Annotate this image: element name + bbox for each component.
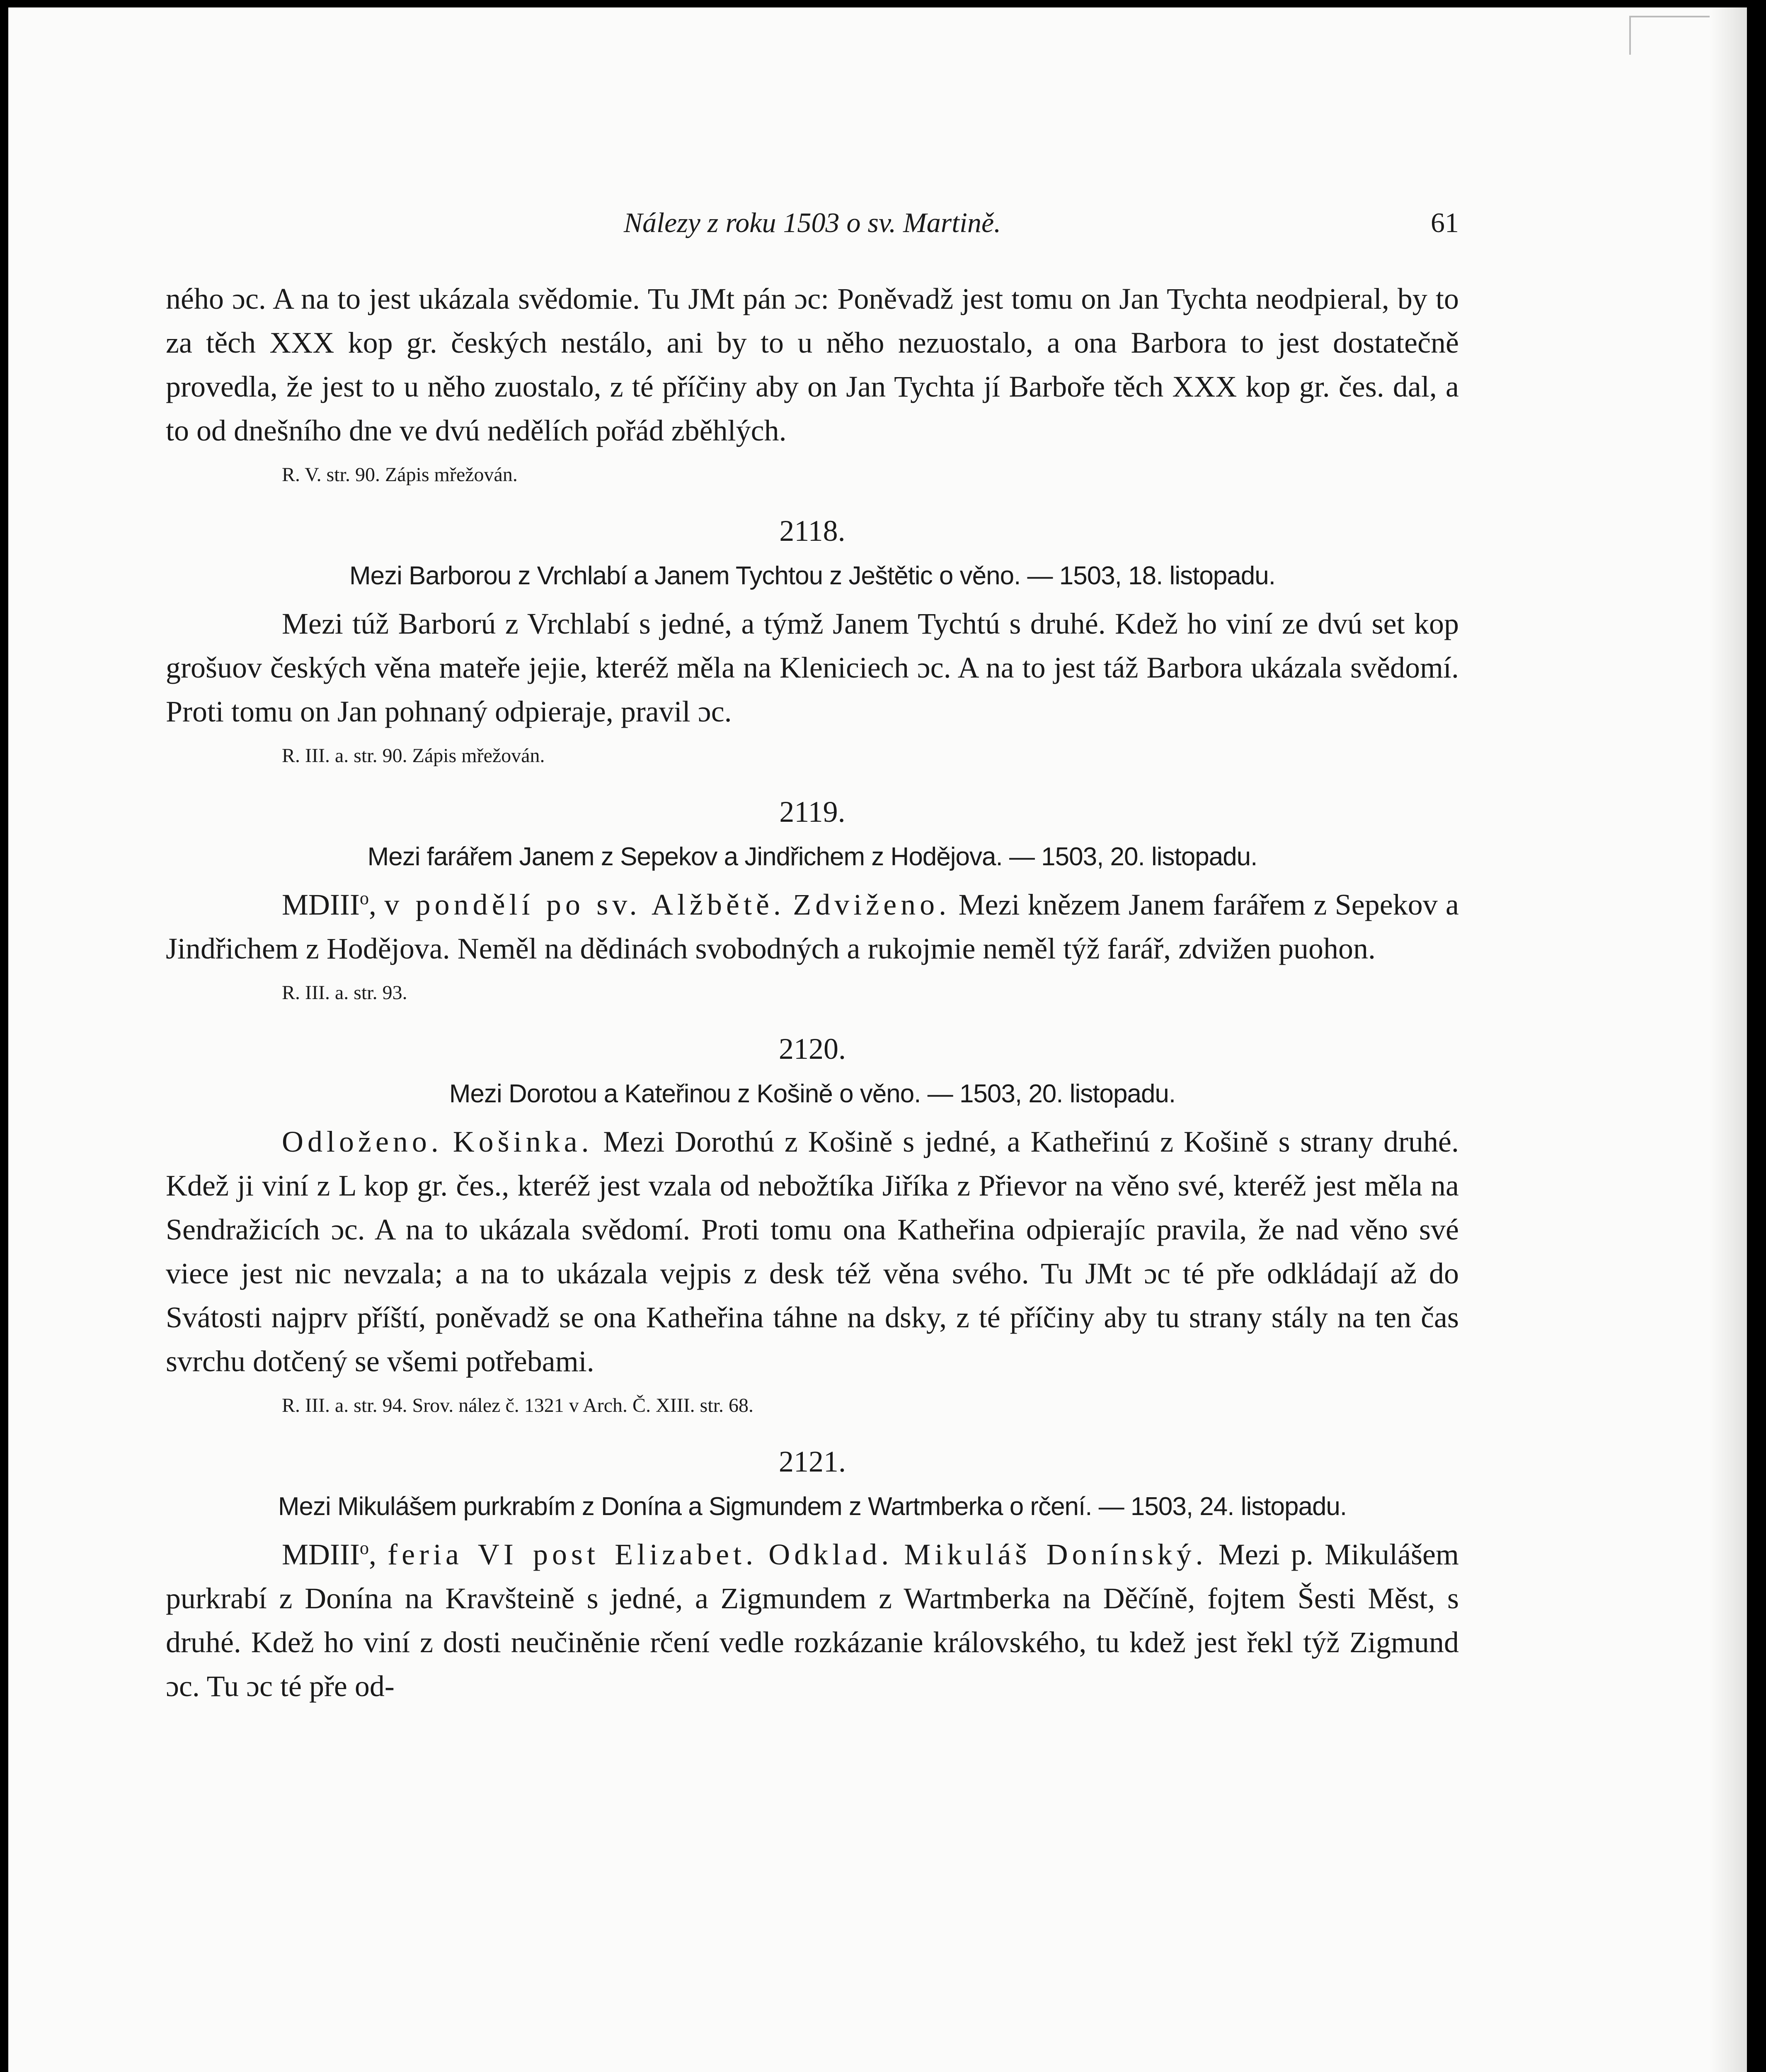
entry-heading-2118: Mezi Barborou z Vrchlabí a Janem Tychtou z Ještětic o věno. — 1503, 18. listopadu. <box>349 562 1275 590</box>
year-superscript: o <box>359 1538 369 1558</box>
entry-number-2119: 2119. <box>779 795 845 828</box>
source-reference-2119: R. III. a. str. 93. <box>282 982 407 1004</box>
text-fragment <box>443 1125 453 1158</box>
year-roman: MDIII <box>282 1538 360 1571</box>
verdict-spaced: Odloženo. <box>282 1125 443 1158</box>
text-fragment: , <box>368 1538 388 1571</box>
entry-heading-2120: Mezi Dorotou a Kateřinou z Košině o věno. — 1503, 20. listopadu. <box>449 1080 1176 1108</box>
name-spaced: Mikuláš Donínský. <box>904 1538 1207 1571</box>
name-spaced: Košinka. <box>453 1125 593 1158</box>
text-fragment: , <box>368 888 385 921</box>
entry-heading-2121: Mezi Mikulášem purkrabím z Donína a Sigmundem z Wartmberka o rčení. — 1503, 24. listopadu. <box>278 1492 1347 1521</box>
entry-body: Mezi p. Mikulášem purkrabí z Donína na Kravšteině s jedné, a Zigmundem z Wartmberka na Děčíně, fojtem Šesti Měst, s druhé. Kdež ho viní z dosti neučiněnie rčení vedle rozkázanie královského, tu kdež jest řekl týž Zigmund ɔc. Tu ɔc té pře od- <box>166 1538 1459 1703</box>
entry-heading-2119: Mezi farářem Janem z Sepekov a Jindřichem z Hodějova. — 1503, 20. listopadu. <box>367 842 1257 871</box>
page-number: 61 <box>1431 207 1459 238</box>
year-roman: MDIII <box>282 888 360 921</box>
paragraph-continued: ného ɔc. A na to jest ukázala svědomie. Tu JMt pán ɔc: Poněvadž jest tomu on Jan Tychta neodpieral, by to za těch XXX kop gr. českých nestálo, ani by to u něho nezuostalo, a ona Barbora to jest dostatečně provedla, že jest to u něho zuostalo, z té příčiny aby on Jan Tychta jí Barboře těch XXX kop gr. čes. dal, a to od dnešního dne ve dvú nedělích pořád zběhlých. <box>166 282 1459 447</box>
verdict-spaced: Odklad. <box>768 1538 893 1571</box>
entry-text-2119 <box>166 883 1459 971</box>
source-reference-2120: R. III. a. str. 94. Srov. nález č. 1321 v Arch. Č. XIII. str. 68. <box>282 1394 754 1416</box>
text-fragment <box>757 1538 768 1571</box>
running-title: Nálezy z roku 1503 o sv. Martině. <box>623 207 1001 238</box>
year-superscript: o <box>359 888 369 908</box>
text-fragment <box>785 888 793 921</box>
entry-number-2121: 2121. <box>779 1445 846 1478</box>
entry-number-2118: 2118. <box>779 514 845 547</box>
entry-body: Mezi knězem Janem farářem z Sepekov a Jindřichem z Hodějova. Neměl na dědinách svobodných a rukojmie neměl týž farář, zdvižen puohon. <box>166 888 1459 965</box>
scan-edge-shadow <box>1710 7 1747 2072</box>
running-header <box>166 206 1459 248</box>
source-reference-2118: R. III. a. str. 90. Zápis mřežován. <box>282 745 545 767</box>
date-spaced: v pondělí po sv. Alžbětě. <box>384 888 785 921</box>
page-body <box>166 277 1459 1708</box>
page <box>8 7 1747 2072</box>
verdict-spaced: Zdviženo. <box>793 888 951 921</box>
entry-body: Mezi Dorothú z Košině s jedné, a Katheřinú z Košině s strany druhé. Kdež ji viní z L kop gr. čes., kteréž jest vzala od nebožtíka Jiříka z Přievor na věno své, kteréž jest měla na Sendražicích ɔc. A na to ukázala svědomí. Proti tomu ona Katheřina odpierajíc pravila, že nad věno své viece jest nic nevzala; a na to ukázala vejpis z desk též věna svého. Tu JMt ɔc té pře odkládají až do Svátosti najprv příští, poněvadž se ona Katheřina táhne na dsky, z té příčiny aby tu strany stály na ten čas svrchu dotčený se všemi potřebami. <box>166 1125 1459 1378</box>
entry-number-2120: 2120. <box>779 1032 846 1065</box>
text-fragment <box>893 1538 904 1571</box>
entry-text-2120 <box>166 1120 1459 1383</box>
entry-text-2118: Mezi túž Barború z Vrchlabí s jedné, a týmž Janem Tychtú s druhé. Kdež ho viní ze dvú set kop grošuov českých věna mateře jejie, kteréž měla na Kleniciech ɔc. A na to jest táž Barbora ukázala svědomí. Proti tomu on Jan pohnaný odpieraje, pravil ɔc. <box>166 607 1459 728</box>
source-reference: R. V. str. 90. Zápis mřežován. <box>282 464 518 486</box>
entry-text-2121 <box>166 1532 1459 1708</box>
date-spaced: feria VI post Elizabet. <box>388 1538 758 1571</box>
